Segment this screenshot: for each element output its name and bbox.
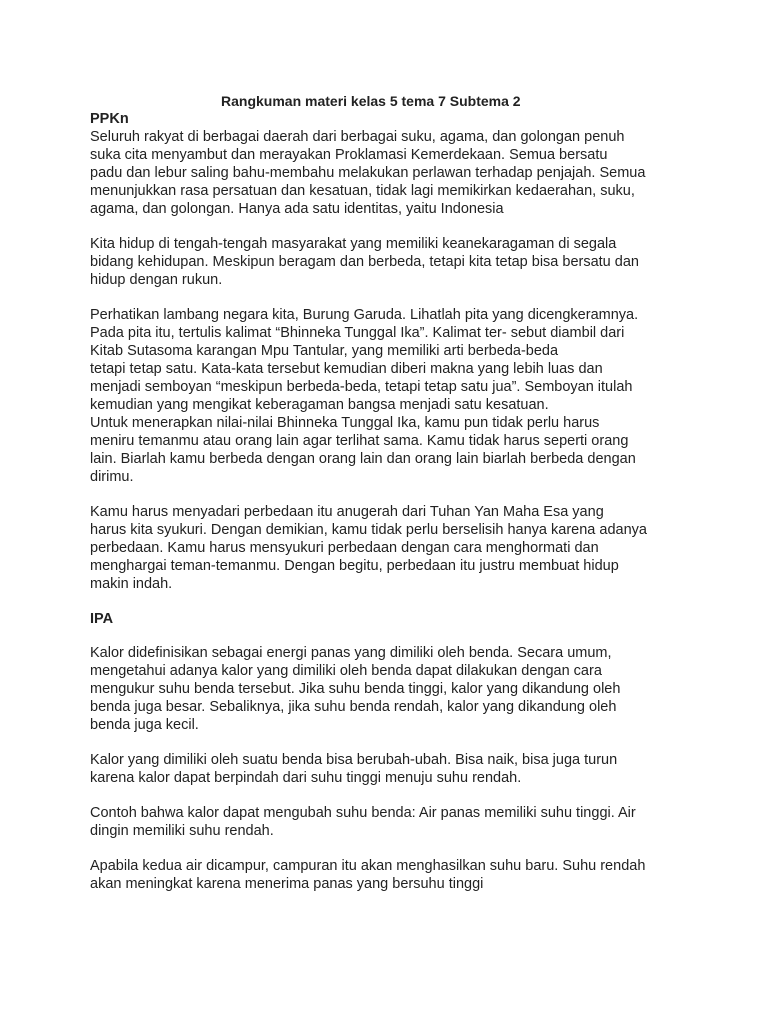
text-line: makin indah. bbox=[90, 576, 173, 592]
text-line: mengukur suhu benda tersebut. Jika suhu benda tinggi, kalor yang dikandung oleh bbox=[90, 681, 621, 697]
text-line: Pada pita itu, tertulis kalimat “Bhinneka Tunggal Ika”. Kalimat ter- sebut diambil dari bbox=[90, 325, 625, 341]
text-line: benda juga besar. Sebaliknya, jika suhu benda rendah, kalor yang dikandung oleh bbox=[90, 699, 617, 715]
text-line: tetapi tetap satu. Kata-kata tersebut kemudian diberi makna yang lebih luas dan bbox=[90, 361, 603, 377]
paragraph bbox=[90, 306, 690, 486]
text-line: kemudian yang mengikat keberagaman bangsa menjadi satu kesatuan. bbox=[90, 397, 549, 413]
document-title: Rangkuman materi kelas 5 tema 7 Subtema 2 bbox=[221, 93, 521, 109]
text-line: perbedaan. Kamu harus mensyukuri perbedaan dengan cara menghormati dan bbox=[90, 540, 599, 556]
text-line: Kitab Sutasoma karangan Mpu Tantular, yang memiliki arti berbeda-beda bbox=[90, 343, 559, 359]
text-line: akan meningkat karena menerima panas yang bersuhu tinggi bbox=[90, 876, 484, 892]
paragraph bbox=[90, 235, 690, 289]
text-line: Seluruh rakyat di berbagai daerah dari berbagai suku, agama, dan golongan penuh bbox=[90, 129, 625, 145]
document-page bbox=[90, 92, 690, 910]
text-line: Kita hidup di tengah-tengah masyarakat yang memiliki keanekaragaman di segala bbox=[90, 236, 617, 252]
text-line: padu dan lebur saling bahu-membahu melakukan perlawan terhadap penjajah. Semua bbox=[90, 165, 646, 181]
paragraph bbox=[90, 804, 690, 840]
text-line: Apabila kedua air dicampur, campuran itu akan menghasilkan suhu baru. Suhu rendah bbox=[90, 858, 646, 874]
section-heading-ipa: IPA bbox=[90, 611, 114, 627]
document-body bbox=[90, 110, 690, 893]
text-line: karena kalor dapat berpindah dari suhu tinggi menuju suhu rendah. bbox=[90, 770, 522, 786]
text-line: menjadi semboyan “meskipun berbeda-beda, tetapi tetap satu jua”. Semboyan itulah bbox=[90, 379, 633, 395]
text-line: menunjukkan rasa persatuan dan kesatuan, tidak lagi memikirkan kedaerahan, suku, bbox=[90, 183, 635, 199]
paragraph bbox=[90, 128, 690, 218]
text-line: mengetahui adanya kalor yang dimiliki oleh benda dapat dilakukan dengan cara bbox=[90, 663, 602, 679]
text-line: meniru temanmu atau orang lain agar terlihat sama. Kamu tidak harus seperti orang bbox=[90, 433, 629, 449]
text-line: benda juga kecil. bbox=[90, 717, 199, 733]
text-line: Kalor didefinisikan sebagai energi panas yang dimiliki oleh benda. Secara umum, bbox=[90, 645, 612, 661]
text-line: agama, dan golongan. Hanya ada satu identitas, yaitu Indonesia bbox=[90, 201, 504, 217]
text-line: Kamu harus menyadari perbedaan itu anugerah dari Tuhan Yan Maha Esa yang bbox=[90, 504, 604, 520]
paragraph bbox=[90, 644, 690, 734]
text-line: harus kita syukuri. Dengan demikian, kamu tidak perlu berselisih hanya karena adanya bbox=[90, 522, 647, 538]
text-line: Untuk menerapkan nilai-nilai Bhinneka Tunggal Ika, kamu pun tidak perlu harus bbox=[90, 415, 600, 431]
paragraph bbox=[90, 503, 690, 593]
text-line: lain. Biarlah kamu berbeda dengan orang lain dan orang lain biarlah berbeda dengan bbox=[90, 451, 636, 467]
text-line: bidang kehidupan. Meskipun beragam dan berbeda, tetapi kita tetap bisa bersatu dan bbox=[90, 254, 639, 270]
text-line: dirimu. bbox=[90, 469, 134, 485]
text-line: Kalor yang dimiliki oleh suatu benda bisa berubah-ubah. Bisa naik, bisa juga turun bbox=[90, 752, 618, 768]
text-line: dingin memiliki suhu rendah. bbox=[90, 823, 274, 839]
paragraph bbox=[90, 751, 690, 787]
text-line: suka cita menyambut dan merayakan Proklamasi Kemerdekaan. Semua bersatu bbox=[90, 147, 608, 163]
section-heading-ppkn: PPKn bbox=[90, 111, 129, 127]
text-line: Perhatikan lambang negara kita, Burung Garuda. Lihatlah pita yang dicengkeramnya. bbox=[90, 307, 639, 323]
text-line: Contoh bahwa kalor dapat mengubah suhu benda: Air panas memiliki suhu tinggi. Air bbox=[90, 805, 636, 821]
text-line: hidup dengan rukun. bbox=[90, 272, 223, 288]
text-line: menghargai teman-temanmu. Dengan begitu, perbedaan itu justru membuat hidup bbox=[90, 558, 619, 574]
paragraph bbox=[90, 857, 690, 893]
